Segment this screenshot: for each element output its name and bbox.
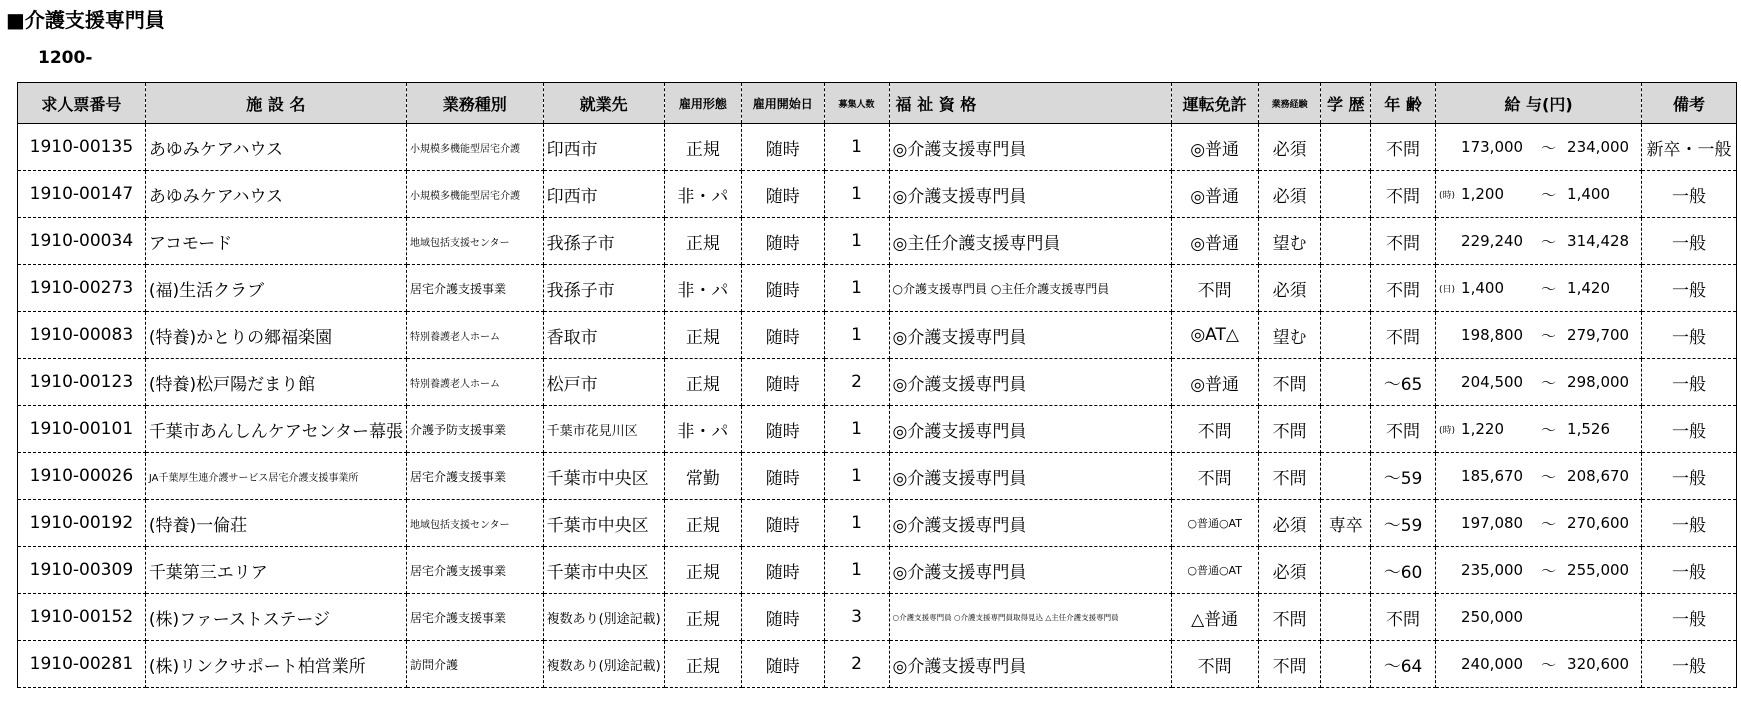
salary-unit-prefix: (時) xyxy=(1439,425,1456,436)
header-education: 学 歴 xyxy=(1321,83,1371,124)
page-title: ■介護支援専門員 xyxy=(6,8,165,32)
openings-cell: 1 xyxy=(824,453,889,500)
openings-cell: 1 xyxy=(824,124,889,171)
education-cell xyxy=(1321,547,1371,594)
license-cell: ◎AT△ xyxy=(1171,312,1258,359)
workplace-cell: 松戸市 xyxy=(543,359,664,406)
workplace-cell: 複数あり(別途記載) xyxy=(543,641,664,688)
age-cell: ～59 xyxy=(1371,453,1436,500)
employment-type-cell: 正規 xyxy=(664,312,741,359)
openings-cell: 1 xyxy=(824,171,889,218)
salary-cell xyxy=(1436,124,1642,171)
license-cell: 不問 xyxy=(1171,453,1258,500)
table-row xyxy=(18,547,1737,594)
salary-tilde: ～ xyxy=(1541,373,1557,392)
salary-tilde: ～ xyxy=(1541,655,1557,674)
job-number-cell: 1910-00273 xyxy=(18,265,146,312)
header-employment-type: 雇用形態 xyxy=(664,83,741,124)
table-row xyxy=(18,312,1737,359)
facility-name-cell: (特養)松戸陽だまり館 xyxy=(145,359,406,406)
age-cell: 不問 xyxy=(1371,265,1436,312)
openings-cell: 1 xyxy=(824,547,889,594)
salary-cell xyxy=(1436,359,1642,406)
header-salary: 給 与(円) xyxy=(1436,83,1642,124)
salary-min: 1,200 xyxy=(1461,185,1504,203)
qualification-cell: ◎主任介護支援専門員 xyxy=(889,218,1171,265)
notes-cell: 一般 xyxy=(1642,453,1737,500)
table-row xyxy=(18,265,1737,312)
header-experience: 業務経験 xyxy=(1258,83,1321,124)
salary-cell xyxy=(1436,547,1642,594)
employment-type-cell: 正規 xyxy=(664,547,741,594)
salary-range xyxy=(1439,325,1638,346)
salary-cell xyxy=(1436,171,1642,218)
business-type-cell: 小規模多機能型居宅介護 xyxy=(406,124,543,171)
age-cell: ～65 xyxy=(1371,359,1436,406)
age-cell: 不問 xyxy=(1371,218,1436,265)
employment-type-cell: 非・パ xyxy=(664,171,741,218)
employment-type-cell: 正規 xyxy=(664,500,741,547)
salary-cell xyxy=(1436,453,1642,500)
table-row xyxy=(18,124,1737,171)
salary-tilde: ～ xyxy=(1541,279,1557,298)
table-header-row xyxy=(18,83,1737,124)
header-age: 年 齢 xyxy=(1371,83,1436,124)
age-cell: 不問 xyxy=(1371,171,1436,218)
qualification-cell: ◎介護支援専門員 xyxy=(889,406,1171,453)
facility-name-cell: (株)リンクサポート柏営業所 xyxy=(145,641,406,688)
employment-type-cell: 非・パ xyxy=(664,265,741,312)
salary-cell xyxy=(1436,594,1642,641)
qualification-cell: ◎介護支援専門員 xyxy=(889,171,1171,218)
header-business-type: 業務種別 xyxy=(406,83,543,124)
workplace-cell: 印西市 xyxy=(543,171,664,218)
salary-max: 320,600 xyxy=(1567,655,1630,673)
salary-max: 270,600 xyxy=(1567,514,1630,532)
salary-min: 185,670 xyxy=(1461,467,1524,485)
age-cell: ～59 xyxy=(1371,500,1436,547)
salary-range xyxy=(1439,184,1638,205)
license-cell: △普通 xyxy=(1171,594,1258,641)
start-date-cell: 随時 xyxy=(741,218,824,265)
experience-cell: 望む xyxy=(1258,312,1321,359)
salary-range xyxy=(1439,654,1638,675)
facility-name-cell: JA千葉厚生連介護サービス居宅介護支援事業所 xyxy=(145,453,406,500)
salary-tilde: ～ xyxy=(1541,232,1557,251)
start-date-cell: 随時 xyxy=(741,171,824,218)
facility-name-cell: アコモード xyxy=(145,218,406,265)
job-listing-table xyxy=(17,82,1737,688)
salary-max: 208,670 xyxy=(1567,467,1630,485)
table-row xyxy=(18,641,1737,688)
qualification-cell: ◎介護支援専門員 xyxy=(889,124,1171,171)
salary-range xyxy=(1439,419,1638,440)
job-number-cell: 1910-00147 xyxy=(18,171,146,218)
workplace-cell: 我孫子市 xyxy=(543,265,664,312)
experience-cell: 不問 xyxy=(1258,406,1321,453)
facility-name-cell: 千葉市あんしんケアセンター幕張 xyxy=(145,406,406,453)
license-cell: ◎普通 xyxy=(1171,218,1258,265)
job-number-cell: 1910-00034 xyxy=(18,218,146,265)
business-type-cell: 居宅介護支援事業 xyxy=(406,547,543,594)
salary-range xyxy=(1439,513,1638,534)
employment-type-cell: 非・パ xyxy=(664,406,741,453)
start-date-cell: 随時 xyxy=(741,594,824,641)
salary-tilde: ～ xyxy=(1541,514,1557,533)
workplace-cell: 千葉市中央区 xyxy=(543,453,664,500)
openings-cell: 2 xyxy=(824,359,889,406)
experience-cell: 不問 xyxy=(1258,641,1321,688)
notes-cell: 一般 xyxy=(1642,594,1737,641)
education-cell xyxy=(1321,171,1371,218)
business-type-cell: 介護予防支援事業 xyxy=(406,406,543,453)
salary-min: 1,400 xyxy=(1461,279,1504,297)
notes-cell: 一般 xyxy=(1642,500,1737,547)
qualification-cell: ◎介護支援専門員 xyxy=(889,500,1171,547)
header-workplace: 就業先 xyxy=(543,83,664,124)
employment-type-cell: 正規 xyxy=(664,641,741,688)
openings-cell: 1 xyxy=(824,406,889,453)
business-type-cell: 地域包括支援センター xyxy=(406,500,543,547)
experience-cell: 不問 xyxy=(1258,594,1321,641)
experience-cell: 必須 xyxy=(1258,124,1321,171)
age-cell: 不問 xyxy=(1371,406,1436,453)
business-type-cell: 地域包括支援センター xyxy=(406,218,543,265)
salary-min: 173,000 xyxy=(1461,138,1524,156)
salary-min: 204,500 xyxy=(1461,373,1524,391)
education-cell xyxy=(1321,406,1371,453)
salary-unit-prefix: (日) xyxy=(1439,284,1456,295)
salary-max: 234,000 xyxy=(1567,138,1630,156)
age-cell: 不問 xyxy=(1371,594,1436,641)
facility-name-cell: 千葉第三エリア xyxy=(145,547,406,594)
qualification-cell: ○介護支援専門員 ○介護支援専門員取得見込 △主任介護支援専門員 xyxy=(889,594,1171,641)
qualification-cell: ◎介護支援専門員 xyxy=(889,547,1171,594)
business-type-cell: 居宅介護支援事業 xyxy=(406,265,543,312)
workplace-cell: 千葉市中央区 xyxy=(543,500,664,547)
education-cell xyxy=(1321,359,1371,406)
salary-range xyxy=(1439,466,1638,487)
workplace-cell: 香取市 xyxy=(543,312,664,359)
openings-cell: 1 xyxy=(824,500,889,547)
salary-cell xyxy=(1436,641,1642,688)
education-cell xyxy=(1321,265,1371,312)
license-cell: ○普通○AT xyxy=(1171,547,1258,594)
facility-name-cell: (特養)一倫荘 xyxy=(145,500,406,547)
qualification-cell: ◎介護支援専門員 xyxy=(889,359,1171,406)
license-cell: ◎普通 xyxy=(1171,171,1258,218)
salary-max: 1,420 xyxy=(1567,279,1610,297)
salary-max: 314,428 xyxy=(1567,232,1630,250)
salary-cell xyxy=(1436,218,1642,265)
start-date-cell: 随時 xyxy=(741,453,824,500)
salary-min: 197,080 xyxy=(1461,514,1524,532)
notes-cell: 一般 xyxy=(1642,641,1737,688)
header-facility-name: 施 設 名 xyxy=(145,83,406,124)
table-row xyxy=(18,218,1737,265)
job-number-cell: 1910-00152 xyxy=(18,594,146,641)
job-number-cell: 1910-00083 xyxy=(18,312,146,359)
experience-cell: 必須 xyxy=(1258,265,1321,312)
salary-max: 279,700 xyxy=(1567,326,1630,344)
qualification-cell: ◎介護支援専門員 xyxy=(889,312,1171,359)
salary-cell xyxy=(1436,500,1642,547)
salary-unit-prefix: (時) xyxy=(1439,190,1456,201)
salary-max: 1,400 xyxy=(1567,185,1610,203)
experience-cell: 必須 xyxy=(1258,171,1321,218)
salary-tilde: ～ xyxy=(1541,420,1557,439)
license-cell: ◎普通 xyxy=(1171,124,1258,171)
salary-max: 255,000 xyxy=(1567,561,1630,579)
experience-cell: 望む xyxy=(1258,218,1321,265)
employment-type-cell: 正規 xyxy=(664,218,741,265)
start-date-cell: 随時 xyxy=(741,547,824,594)
workplace-cell: 我孫子市 xyxy=(543,218,664,265)
experience-cell: 不問 xyxy=(1258,359,1321,406)
table-row xyxy=(18,453,1737,500)
notes-cell: 一般 xyxy=(1642,359,1737,406)
salary-range xyxy=(1439,137,1638,158)
license-cell: 不問 xyxy=(1171,265,1258,312)
openings-cell: 1 xyxy=(824,218,889,265)
page-subtitle: 1200- xyxy=(38,48,93,68)
education-cell xyxy=(1321,641,1371,688)
start-date-cell: 随時 xyxy=(741,641,824,688)
notes-cell: 一般 xyxy=(1642,312,1737,359)
salary-range xyxy=(1439,608,1638,626)
header-license: 運転免許 xyxy=(1171,83,1258,124)
header-qualification: 福 祉 資 格 xyxy=(889,83,1171,124)
experience-cell: 不問 xyxy=(1258,453,1321,500)
employment-type-cell: 正規 xyxy=(664,594,741,641)
workplace-cell: 複数あり(別途記載) xyxy=(543,594,664,641)
workplace-cell: 千葉市花見川区 xyxy=(543,406,664,453)
education-cell xyxy=(1321,124,1371,171)
qualification-cell: ○介護支援専門員 ○主任介護支援専門員 xyxy=(889,265,1171,312)
table-row xyxy=(18,171,1737,218)
salary-min: 250,000 xyxy=(1461,608,1524,626)
table-row xyxy=(18,406,1737,453)
facility-name-cell: あゆみケアハウス xyxy=(145,124,406,171)
facility-name-cell: (特養)かとりの郷福楽園 xyxy=(145,312,406,359)
notes-cell: 一般 xyxy=(1642,171,1737,218)
experience-cell: 必須 xyxy=(1258,547,1321,594)
salary-min: 240,000 xyxy=(1461,655,1524,673)
start-date-cell: 随時 xyxy=(741,359,824,406)
salary-tilde: ～ xyxy=(1541,138,1557,157)
age-cell: ～60 xyxy=(1371,547,1436,594)
start-date-cell: 随時 xyxy=(741,124,824,171)
job-number-cell: 1910-00135 xyxy=(18,124,146,171)
education-cell xyxy=(1321,312,1371,359)
salary-cell xyxy=(1436,406,1642,453)
salary-range xyxy=(1439,560,1638,581)
license-cell: 不問 xyxy=(1171,406,1258,453)
job-number-cell: 1910-00123 xyxy=(18,359,146,406)
salary-cell xyxy=(1436,312,1642,359)
business-type-cell: 小規模多機能型居宅介護 xyxy=(406,171,543,218)
salary-min: 235,000 xyxy=(1461,561,1524,579)
facility-name-cell: あゆみケアハウス xyxy=(145,171,406,218)
age-cell: 不問 xyxy=(1371,124,1436,171)
age-cell: ～64 xyxy=(1371,641,1436,688)
openings-cell: 2 xyxy=(824,641,889,688)
license-cell: ○普通○AT xyxy=(1171,500,1258,547)
openings-cell: 1 xyxy=(824,265,889,312)
header-openings: 募集人数 xyxy=(824,83,889,124)
education-cell xyxy=(1321,453,1371,500)
start-date-cell: 随時 xyxy=(741,265,824,312)
header-start-date: 雇用開始日 xyxy=(741,83,824,124)
age-cell: 不問 xyxy=(1371,312,1436,359)
salary-min: 229,240 xyxy=(1461,232,1524,250)
salary-range xyxy=(1439,231,1638,252)
workplace-cell: 印西市 xyxy=(543,124,664,171)
job-number-cell: 1910-00101 xyxy=(18,406,146,453)
salary-min: 1,220 xyxy=(1461,420,1504,438)
business-type-cell: 特別養護老人ホーム xyxy=(406,312,543,359)
qualification-cell: ◎介護支援専門員 xyxy=(889,453,1171,500)
openings-cell: 1 xyxy=(824,312,889,359)
start-date-cell: 随時 xyxy=(741,406,824,453)
license-cell: ◎普通 xyxy=(1171,359,1258,406)
header-notes: 備考 xyxy=(1642,83,1737,124)
start-date-cell: 随時 xyxy=(741,312,824,359)
notes-cell: 一般 xyxy=(1642,265,1737,312)
salary-tilde: ～ xyxy=(1541,467,1557,486)
job-number-cell: 1910-00026 xyxy=(18,453,146,500)
job-number-cell: 1910-00192 xyxy=(18,500,146,547)
education-cell: 専卒 xyxy=(1321,500,1371,547)
business-type-cell: 特別養護老人ホーム xyxy=(406,359,543,406)
employment-type-cell: 正規 xyxy=(664,359,741,406)
table-row xyxy=(18,594,1737,641)
education-cell xyxy=(1321,218,1371,265)
facility-name-cell: (株)ファーストステージ xyxy=(145,594,406,641)
business-type-cell: 居宅介護支援事業 xyxy=(406,453,543,500)
start-date-cell: 随時 xyxy=(741,500,824,547)
workplace-cell: 千葉市中央区 xyxy=(543,547,664,594)
header-job-number: 求人票番号 xyxy=(18,83,146,124)
business-type-cell: 居宅介護支援事業 xyxy=(406,594,543,641)
notes-cell: 一般 xyxy=(1642,218,1737,265)
openings-cell: 3 xyxy=(824,594,889,641)
notes-cell: 新卒・一般 xyxy=(1642,124,1737,171)
salary-max: 298,000 xyxy=(1567,373,1630,391)
salary-range xyxy=(1439,372,1638,393)
salary-min: 198,800 xyxy=(1461,326,1524,344)
qualification-cell: ◎介護支援専門員 xyxy=(889,641,1171,688)
salary-tilde: ～ xyxy=(1541,561,1557,580)
salary-max: 1,526 xyxy=(1567,420,1610,438)
salary-tilde: ～ xyxy=(1541,326,1557,345)
table-row xyxy=(18,359,1737,406)
job-number-cell: 1910-00309 xyxy=(18,547,146,594)
notes-cell: 一般 xyxy=(1642,406,1737,453)
salary-tilde: ～ xyxy=(1541,185,1557,204)
employment-type-cell: 常勤 xyxy=(664,453,741,500)
license-cell: 不問 xyxy=(1171,641,1258,688)
salary-range xyxy=(1439,278,1638,299)
table-row xyxy=(18,500,1737,547)
business-type-cell: 訪問介護 xyxy=(406,641,543,688)
salary-cell xyxy=(1436,265,1642,312)
education-cell xyxy=(1321,594,1371,641)
job-number-cell: 1910-00281 xyxy=(18,641,146,688)
notes-cell: 一般 xyxy=(1642,547,1737,594)
facility-name-cell: (福)生活クラブ xyxy=(145,265,406,312)
experience-cell: 必須 xyxy=(1258,500,1321,547)
employment-type-cell: 正規 xyxy=(664,124,741,171)
